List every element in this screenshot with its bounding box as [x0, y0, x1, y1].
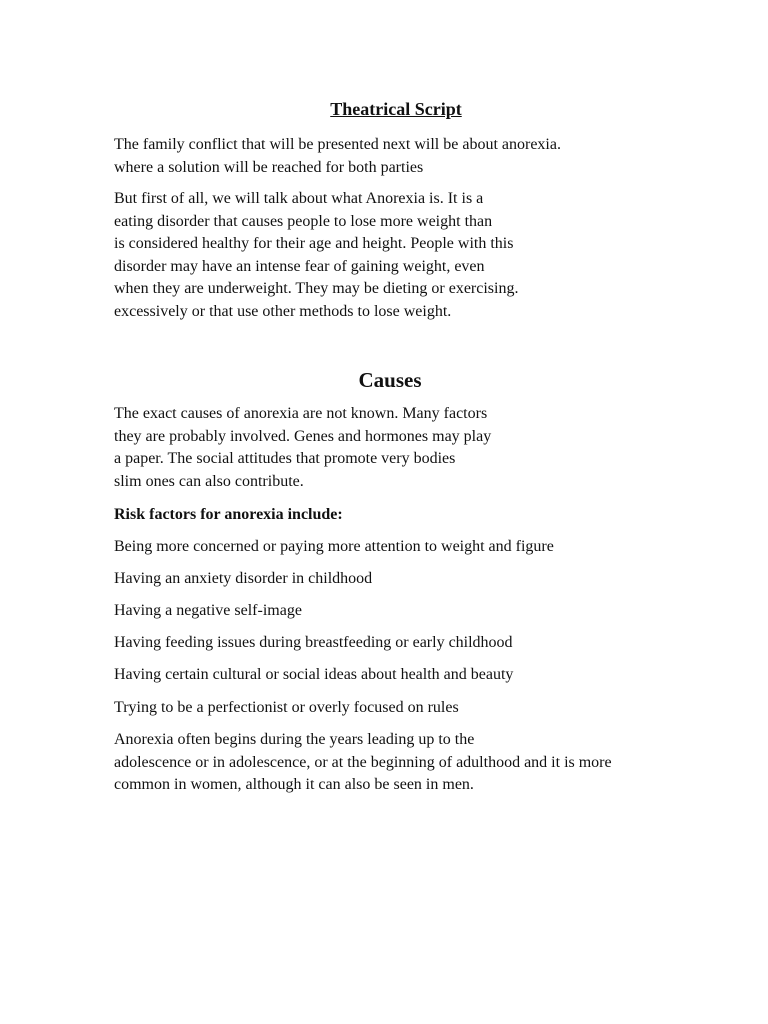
paragraph-line: common in women, although it can also be seen in men.: [114, 776, 474, 793]
paragraph-line: is considered healthy for their age and height. People with this: [114, 235, 514, 252]
paragraph-line: But first of all, we will talk about what Anorexia is. It is a: [114, 190, 484, 207]
paragraph-line: slim ones can also contribute.: [114, 472, 304, 490]
paragraph-line: they are probably involved. Genes and hormones may play: [114, 427, 492, 445]
paragraph-line: where a solution will be reached for both parties: [114, 158, 424, 176]
risk-factor-item: Trying to be a perfectionist or overly focused on rules: [114, 699, 459, 716]
risk-factors-heading: Risk factors for anorexia include:: [114, 506, 343, 523]
causes-paragraph: [114, 403, 674, 493]
paragraph-line: The exact causes of anorexia are not known. Many factors: [114, 405, 488, 422]
risk-factor-item: Having certain cultural or social ideas about health and beauty: [114, 666, 514, 683]
paragraph-line: eating disorder that causes people to lose more weight than: [114, 212, 493, 230]
paragraph-line: excessively or that use other methods to lose weight.: [114, 302, 452, 320]
intro-paragraph: [114, 134, 674, 179]
paragraph-line: disorder may have an intense fear of gaining weight, even: [114, 257, 485, 275]
paragraph-line: Anorexia often begins during the years leading up to the: [114, 731, 475, 748]
risk-factor-item: Having feeding issues during breastfeeding or early childhood: [114, 634, 513, 651]
definition-paragraph: [114, 188, 674, 323]
paragraph-line: The family conflict that will be presented next will be about anorexia.: [114, 136, 561, 153]
risk-factor-item: Being more concerned or paying more attention to weight and figure: [114, 538, 554, 555]
closing-paragraph: [114, 729, 674, 797]
paragraph-line: when they are underweight. They may be dieting or exercising.: [114, 280, 519, 297]
paragraph-line: a paper. The social attitudes that promote very bodies: [114, 450, 456, 467]
paragraph-line: adolescence or in adolescence, or at the beginning of adulthood and it is more: [114, 753, 612, 771]
risk-factor-item: Having a negative self-image: [114, 602, 302, 619]
causes-heading: Causes: [358, 368, 422, 392]
risk-factor-item: Having an anxiety disorder in childhood: [114, 570, 373, 587]
document-title: Theatrical Script: [330, 99, 462, 119]
